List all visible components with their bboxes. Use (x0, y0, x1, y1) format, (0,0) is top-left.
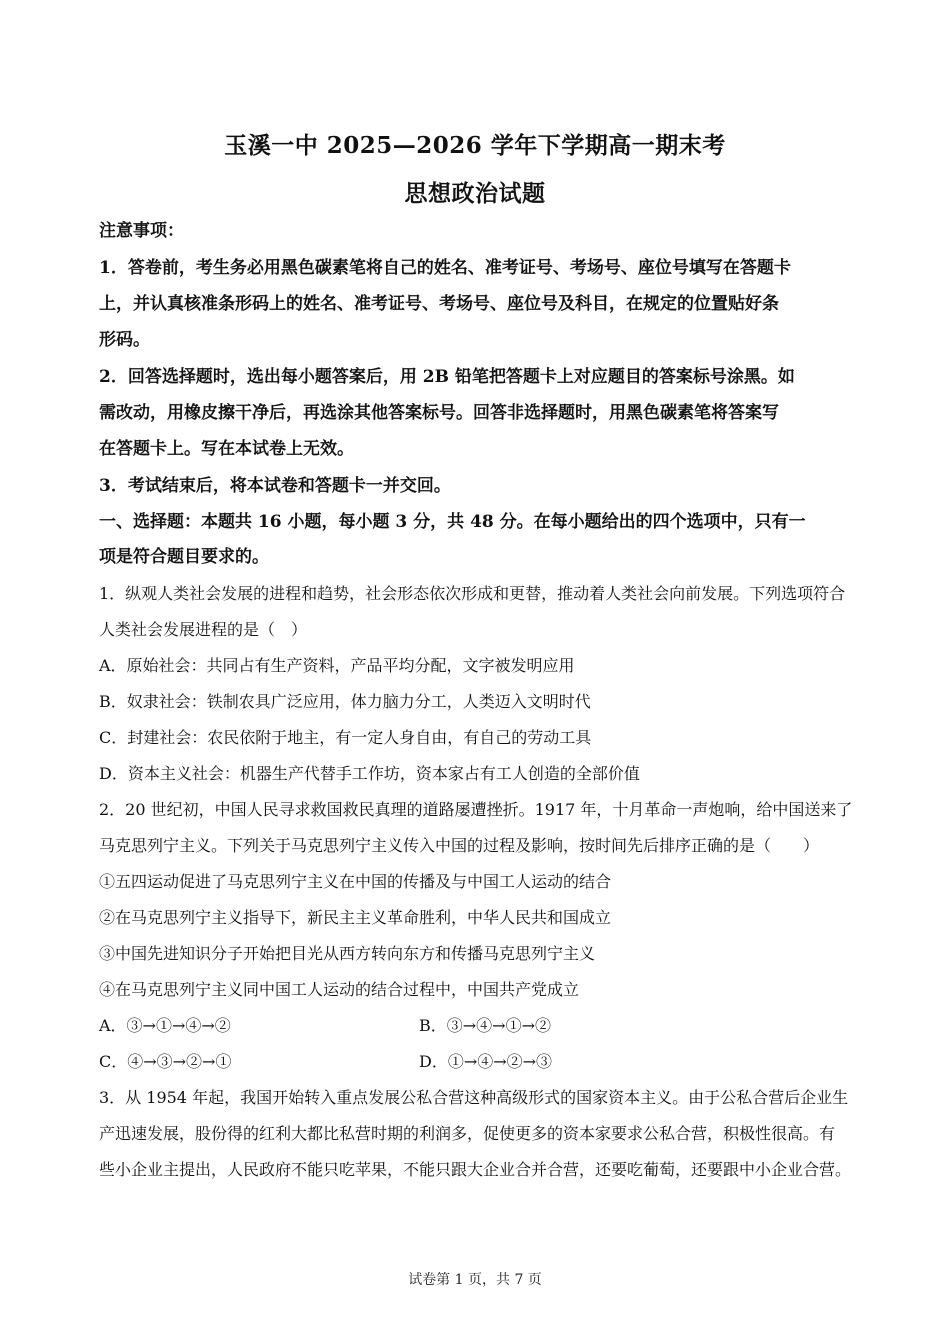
notice-line: 形码。 (99, 330, 150, 350)
question-2-item: ④在马克思列宁主义同中国工人运动的结合过程中，中国共产党成立 (99, 980, 580, 999)
exam-subject: 思想政治试题 (404, 180, 546, 207)
question-1-option-d: D．资本主义社会：机器生产代替手工作坊，资本家占有工人创造的全部价值 (99, 764, 640, 783)
question-3-stem: 3．从 1954 年起，我国开始转入重点发展公私合营这种高级形式的国家资本主义。由于公私合营后企业生 (99, 1088, 849, 1107)
question-2-option-a: A．③→①→④→② (99, 1016, 231, 1035)
notice-line: 上，并认真核准条形码上的姓名、准考证号、考场号、座位号及科目，在规定的位置贴好条 (99, 294, 779, 314)
question-2-option-d: D．①→④→②→③ (419, 1052, 553, 1071)
question-1-option-a: A．原始社会：共同占有生产资料，产品平均分配，文字被发明应用 (99, 656, 575, 675)
notice-line: 1．答卷前，考生务必用黑色碳素笔将自己的姓名、准考证号、考场号、座位号填写在答题卡 (99, 258, 791, 278)
question-2-stem: 2．20 世纪初，中国人民寻求救国救民真理的道路屡遭挫折。1917 年，十月革命一声炮响，给中国送来了 (99, 800, 853, 819)
notice-line: 需改动，用橡皮擦干净后，再选涂其他答案标号。回答非选择题时，用黑色碳素笔将答案写 (99, 403, 779, 423)
question-1-option-b: B．奴隶社会：铁制农具广泛应用，体力脑力分工，人类迈入文明时代 (99, 692, 591, 711)
exam-title: 玉溪一中 2025—2026 学年下学期高一期末考 (224, 132, 726, 159)
question-2-option-c: C．④→③→②→① (99, 1052, 232, 1071)
question-3-stem: 些小企业主提出，人民政府不能只吃苹果，不能只跟大企业合并合营，还要吃葡萄，还要跟中小企业合营。 (99, 1160, 852, 1179)
question-2-item: ③中国先进知识分子开始把目光从西方转向东方和传播马克思列宁主义 (99, 944, 596, 963)
question-2-item: ①五四运动促进了马克思列宁主义在中国的传播及与中国工人运动的结合 (99, 872, 612, 891)
page-footer: 试卷第 1 页，共 7 页 (408, 1272, 542, 1288)
notice-heading: 注意事项： (99, 221, 184, 241)
section-heading: 一、选择题：本题共 16 小题，每小题 3 分，共 48 分。在每小题给出的四个选项中，只有一 (99, 512, 806, 532)
question-2-stem: 马克思列宁主义。下列关于马克思列宁主义传入中国的过程及影响，按时间先后排序正确的是（ ） (99, 836, 820, 855)
notice-line: 2．回答选择题时，选出每小题答案后，用 2B 铅笔把答题卡上对应题目的答案标号涂黑。如 (99, 367, 795, 387)
question-1-stem: 1．纵观人类社会发展的进程和趋势，社会形态依次形成和更替，推动着人类社会向前发展。下列选项符合 (99, 584, 846, 603)
notice-line: 在答题卡上。写在本试卷上无效。 (99, 439, 354, 459)
question-1-stem: 人类社会发展进程的是（ ） (99, 620, 308, 639)
question-2-option-b: B．③→④→①→② (419, 1016, 551, 1035)
notice-line: 3．考试结束后，将本试卷和答题卡一并交回。 (99, 476, 451, 496)
question-2-item: ②在马克思列宁主义指导下，新民主主义革命胜利，中华人民共和国成立 (99, 908, 612, 927)
question-3-stem: 产迅速发展，股份得的红利大都比私营时期的利润多，促使更多的资本家要求公私合营，积极性很高。有 (99, 1124, 836, 1143)
question-1-option-c: C．封建社会：农民依附于地主，有一定人身自由，有自己的劳动工具 (99, 728, 592, 747)
section-heading: 项是符合题目要求的。 (99, 547, 269, 567)
